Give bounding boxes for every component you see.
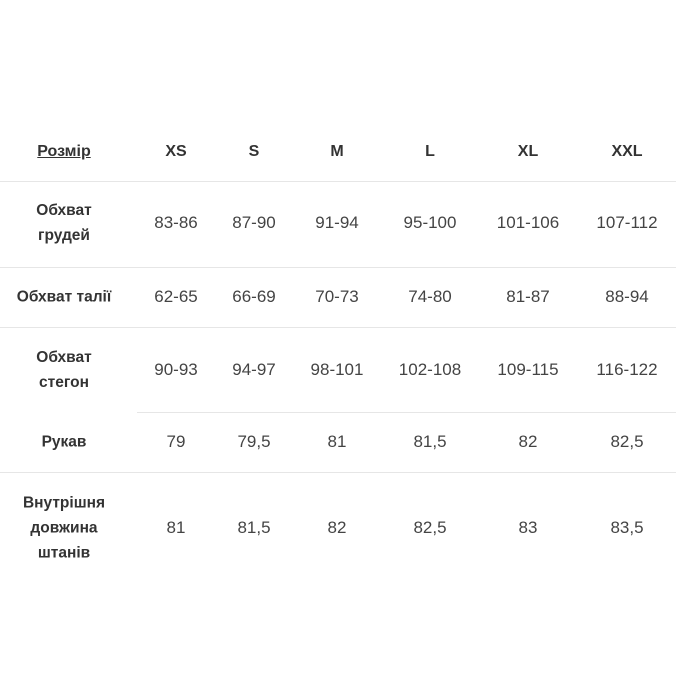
row-label-line: Обхват xyxy=(36,349,92,366)
table-cell: 102-108 xyxy=(398,360,462,379)
size-header-label[interactable] xyxy=(37,143,90,161)
table-cell: 83,5 xyxy=(610,518,644,537)
row-label-line: довжина xyxy=(30,519,98,537)
row-label-line: стегон xyxy=(39,374,89,391)
size-header-link[interactable]: Розмір xyxy=(37,143,91,160)
table-cell: 95-100 xyxy=(403,213,457,232)
row-label-line: штанів xyxy=(37,544,91,562)
table-cell: 101-106 xyxy=(496,213,560,232)
row-divider xyxy=(0,327,676,328)
table-cell: 79 xyxy=(166,432,186,451)
table-cell: 74-80 xyxy=(408,287,452,306)
table-cell: 98-101 xyxy=(310,360,364,379)
table-cell: 82 xyxy=(327,518,347,537)
row-label-line: грудей xyxy=(38,227,90,244)
table-cell: 88-94 xyxy=(605,287,649,306)
table-cell: 82,5 xyxy=(413,518,447,537)
table-cell: 62-65 xyxy=(154,287,198,306)
table-cell: 81-87 xyxy=(506,287,550,306)
size-col-m: M xyxy=(330,143,344,160)
table-cell: 81 xyxy=(166,518,186,537)
table-cell: 94-97 xyxy=(232,360,276,379)
row-divider xyxy=(137,412,676,413)
row-label-sleeve xyxy=(42,430,87,455)
size-col-l: L xyxy=(425,143,435,160)
row-divider xyxy=(0,472,676,473)
table-cell: 66-69 xyxy=(232,287,276,306)
row-label-waist xyxy=(17,285,111,310)
row-label-inseam xyxy=(23,491,105,566)
table-cell: 82 xyxy=(518,432,538,451)
table-cell: 83 xyxy=(518,518,538,537)
table-cell: 81,5 xyxy=(237,518,271,537)
row-label-chest xyxy=(36,198,91,248)
table-cell: 82,5 xyxy=(610,432,644,451)
table-cell: 109-115 xyxy=(497,360,559,379)
table-cell: 90-93 xyxy=(154,360,198,379)
row-label-line: Рукав xyxy=(41,433,87,451)
row-divider xyxy=(0,267,676,268)
table-cell: 87-90 xyxy=(232,213,276,232)
table-cell: 81 xyxy=(327,432,347,451)
table-cell: 70-73 xyxy=(315,287,359,306)
size-col-s: S xyxy=(248,143,260,160)
row-divider xyxy=(0,181,676,182)
row-label-line: Обхват талії xyxy=(16,288,112,306)
table-cell: 107-112 xyxy=(596,213,658,232)
table-cell: 83-86 xyxy=(154,213,198,232)
row-label-line: Обхват xyxy=(36,202,92,219)
table-cell: 81,5 xyxy=(413,432,447,451)
row-label-line: Внутрішня xyxy=(22,494,106,512)
size-col-xxl: XXL xyxy=(611,143,643,160)
row-label-hips xyxy=(36,345,91,395)
size-col-xl: XL xyxy=(517,143,539,160)
size-col-xs: XS xyxy=(165,143,187,160)
table-cell: 116-122 xyxy=(596,360,658,379)
table-cell: 91-94 xyxy=(315,213,359,232)
table-cell: 79,5 xyxy=(237,432,271,451)
